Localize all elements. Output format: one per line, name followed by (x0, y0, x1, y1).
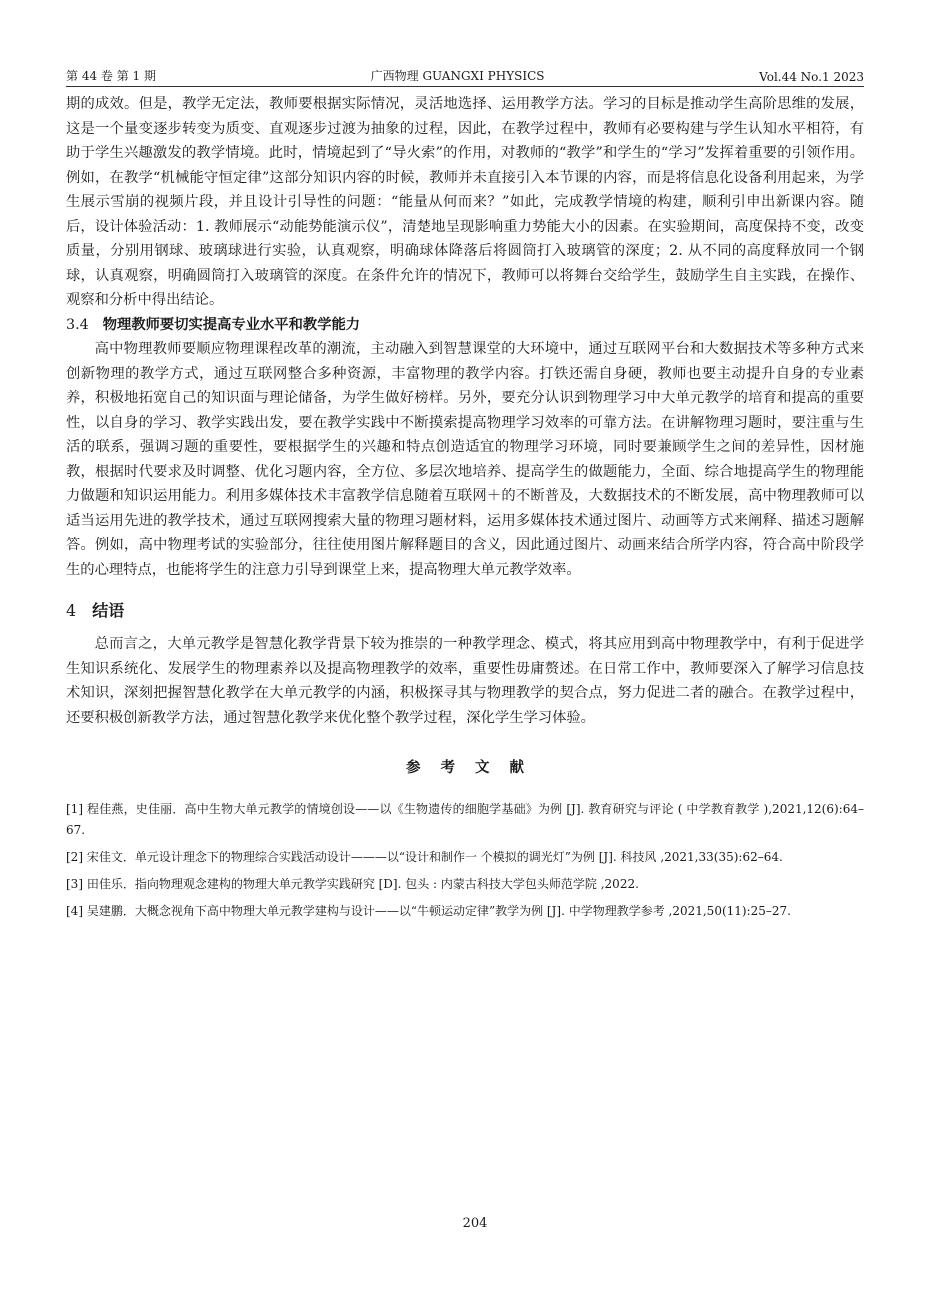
reference-item: [4] 吴建鹏．大概念视角下高中物理大单元教学建构与设计——以“牛顿运动定律”教学为例 [J]. 中学物理教学参考 ,2021,50(11):25–27. (66, 904, 791, 918)
page-number: 204 (462, 1216, 488, 1231)
section-number: 3.4 (66, 316, 89, 333)
running-header (66, 64, 864, 84)
article-body (66, 92, 864, 928)
header-volume: 第 44 卷 第 1 期 (66, 69, 156, 83)
header-rule (66, 86, 864, 87)
section-4-heading (66, 598, 864, 624)
references-title: 参考文献 (406, 760, 544, 776)
section-number: 4 (66, 601, 77, 620)
header-vol-english: Vol.44 No.1 2023 (759, 70, 864, 84)
paragraph-3-4: 高中物理教师要顺应物理课程改革的潮流，主动融入到智慧课堂的大环境中，通过互联网平台和大数据技术等多种方式来创新物理的教学方式，通过互联网整合多种资源，丰富物理的教学内容。打铁还需自身硬，教师也要主动提升自身的专业素养，积极地拓宽自己的知识面与理论储备，为学生做好榜样。另外，要充分认识到物理学习中大单元教学的培育和提高的重要性，以自身的学习、教学实践出发，要在教学实践中不断摸索提高物理学习效率的可靠方法。在讲解物理习题时，要注重与生活的联系，强调习题的重要性，要根据学生的兴趣和特点创造适宜的物理学习环境，同时要兼顾学生之间的差异性，因材施教，根据时代要求及时调整、优化习题内容，全方位、多层次地培养、提高学生的做题能力，全面、综合地提高学生的物理能力做题和知识运用能力。利用多媒体技术丰富教学信息随着互联网＋的不断普及，大数据技术的不断发展，高中物理教师可以适当运用先进的教学技术，通过互联网搜索大量的物理习题材料，运用多媒体技术通过图片、动画等方式来阐释、描述习题解答。例如，高中物理考试的实验部分，往往使用图片解释题目的含义，因此通过图片、动画来结合所学内容，符合高中阶段学生的心理特点，也能将学生的注意力引导到课堂上来，提高物理大单元教学效率。 (66, 341, 864, 578)
header-journal: 广西物理 GUANGXI PHYSICS (370, 69, 545, 83)
section-3-4-heading (66, 313, 864, 338)
section-title: 物理教师要切实提高专业水平和教学能力 (102, 316, 361, 333)
reference-list (66, 799, 864, 922)
section-title: 结语 (92, 601, 125, 620)
reference-item: [1] 程佳燕，史佳丽．高中生物大单元教学的情境创设——以《生物遗传的细胞学基础》为例 [J]. 教育研究与评论 ( 中学教育教学 ),2021,12(6):64–67. (66, 802, 864, 837)
paragraph-conclusion: 总而言之，大单元教学是智慧化教学背景下较为推崇的一种教学理念、模式，将其应用到高中物理教学中，有利于促进学生知识系统化、发展学生的物理素养以及提高物理教学的效率，重要性毋庸赘述。在日常工作中，教师要深入了解学习信息技术知识，深刻把握智慧化教学在大单元教学的内涵，积极探寻其与物理教学的契合点，努力促进二者的融合。在教学过程中，还要积极创新教学方法，通过智慧化教学来优化整个教学过程，深化学生学习体验。 (66, 636, 864, 726)
paragraph-continued: 期的成效。但是，教学无定法，教师要根据实际情况，灵活地选择、运用教学方法。学习的目标是推动学生高阶思维的发展，这是一个量变逐步转变为质变、直观逐步过渡为抽象的过程，因此，在教学过程中，教师有必要构建与学生认知水平相符，有助于学生兴趣激发的教学情境。此时，情境起到了“导火索”的作用，对教师的“教学”和学生的“学习”发挥着重要的引领作用。例如，在教学“机械能守恒定律”这部分知识内容的时候，教师并未直接引入本节课的内容，而是将信息化设备利用起来，为学生展示雪崩的视频片段，并且设计引导性的问题：“能量从何而来？”如此，完成教学情境的构建，顺利引申出新课内容。随后，设计体验活动：1. 教师展示“动能势能演示仪”，清楚地呈现影响重力势能大小的因素。在实验期间，高度保持不变，改变质量，分别用钢球、玻璃球进行实验，认真观察，明确球体降落后将圆筒打入玻璃管的深度；2. 从不同的高度释放同一个钢球，认真观察，明确圆筒打入玻璃管的深度。在条件允许的情况下，教师可以将舞台交给学生，鼓励学生自主实践，在操作、观察和分析中得出结论。 (66, 96, 864, 308)
reference-item: [3] 田佳乐．指向物理观念建构的物理大单元教学实践研究 [D]. 包头 : 内蒙古科技大学包头师范学院 ,2022. (66, 877, 639, 891)
reference-item: [2] 宋佳文．单元设计理念下的物理综合实践活动设计———以“设计和制作一 个模拟的调光灯”为例 [J]. 科技风 ,2021,33(35):62–64. (66, 850, 783, 864)
